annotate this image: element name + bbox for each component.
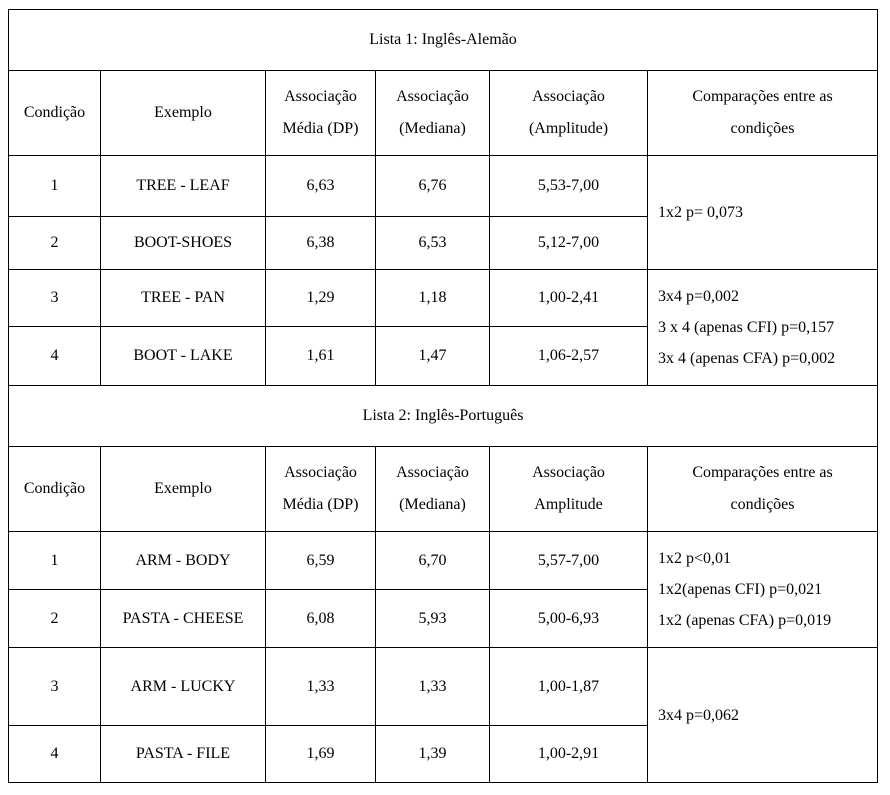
cell-media: 6,38 [266, 217, 376, 270]
header-media-line1: Associação [284, 88, 357, 105]
header-comparacoes-line2: condições [730, 120, 795, 137]
comparison-line: 3x4 p=0,002 [658, 288, 740, 305]
cell-mediana: 6,53 [376, 217, 490, 270]
cell-exemplo: TREE - LEAF [101, 156, 266, 217]
header-comparacoes-line1: Comparações entre as [692, 88, 833, 105]
cell-mediana: 6,70 [376, 532, 490, 590]
comparison-line: 1x2 (apenas CFA) p=0,019 [658, 612, 832, 629]
cell-amplitude: 5,12-7,00 [490, 217, 648, 270]
header-amplitude [490, 71, 648, 156]
header-media [266, 71, 376, 156]
cell-media: 1,69 [266, 726, 376, 783]
cell-condicao: 1 [9, 156, 101, 217]
header-media-line2: Média (DP) [282, 496, 359, 513]
cell-exemplo: TREE - PAN [101, 270, 266, 327]
cell-amplitude: 1,00-1,87 [490, 648, 648, 726]
cell-exemplo: PASTA - CHEESE [101, 590, 266, 648]
header-media [266, 447, 376, 532]
cell-amplitude: 5,00-6,93 [490, 590, 648, 648]
cell-exemplo: ARM - LUCKY [101, 648, 266, 726]
header-amplitude-line1: Associação [532, 464, 605, 481]
cell-exemplo: ARM - BODY [101, 532, 266, 590]
header-mediana [376, 71, 490, 156]
header-amplitude-line2: (Amplitude) [528, 120, 609, 137]
cell-amplitude: 1,00-2,91 [490, 726, 648, 783]
cell-comparacoes [648, 270, 878, 386]
header-exemplo: Exemplo [101, 447, 266, 532]
comparison-line: 1x2 p<0,01 [658, 550, 732, 567]
comparison-line: 3x4 p=0,062 [658, 706, 740, 724]
table-row [9, 270, 878, 327]
comparison-line: 1x2(apenas CFI) p=0,021 [658, 581, 823, 598]
header-amplitude-line2: Amplitude [534, 496, 603, 513]
cell-media: 6,63 [266, 156, 376, 217]
cell-condicao: 4 [9, 327, 101, 386]
table-row [9, 532, 878, 590]
cell-condicao: 3 [9, 648, 101, 726]
cell-condicao: 2 [9, 217, 101, 270]
cell-mediana: 6,76 [376, 156, 490, 217]
header-mediana [376, 447, 490, 532]
comparison-line: 3x 4 (apenas CFA) p=0,002 [658, 350, 836, 367]
cell-comparacoes [648, 156, 878, 270]
header-mediana-line1: Associação [396, 464, 469, 481]
cell-comparacoes [648, 532, 878, 648]
results-table-wrapper [8, 9, 878, 783]
header-exemplo: Exemplo [101, 71, 266, 156]
header-media-line1: Associação [284, 464, 357, 481]
cell-condicao: 1 [9, 532, 101, 590]
cell-condicao: 4 [9, 726, 101, 783]
header-comparacoes-line1: Comparações entre as [692, 464, 833, 481]
results-table [8, 9, 878, 783]
comparison-line: 1x2 p= 0,073 [658, 204, 744, 221]
header-media-line2: Média (DP) [282, 120, 359, 137]
cell-media: 1,61 [266, 327, 376, 386]
list2-title: Lista 2: Inglês-Português [9, 386, 878, 447]
cell-amplitude: 5,57-7,00 [490, 532, 648, 590]
header-condicao: Condição [9, 447, 101, 532]
list1-title-row [9, 10, 878, 71]
header-amplitude [490, 447, 648, 532]
cell-mediana: 1,47 [376, 327, 490, 386]
header-condicao: Condição [9, 71, 101, 156]
cell-mediana: 5,93 [376, 590, 490, 648]
list1-header-row [9, 71, 878, 156]
list2-title-row [9, 386, 878, 447]
cell-mediana: 1,33 [376, 648, 490, 726]
cell-media: 6,59 [266, 532, 376, 590]
header-comparacoes-line2: condições [730, 496, 795, 513]
list2-header-row [9, 447, 878, 532]
cell-exemplo: BOOT-SHOES [101, 217, 266, 270]
cell-mediana: 1,39 [376, 726, 490, 783]
cell-exemplo: BOOT - LAKE [101, 327, 266, 386]
cell-condicao: 3 [9, 270, 101, 327]
header-mediana-line1: Associação [396, 88, 469, 105]
comparison-line: 3 x 4 (apenas CFI) p=0,157 [658, 319, 835, 336]
cell-comparacoes [648, 648, 878, 783]
header-amplitude-line1: Associação [532, 88, 605, 105]
cell-media: 1,33 [266, 648, 376, 726]
table-row [9, 648, 878, 726]
cell-amplitude: 1,06-2,57 [490, 327, 648, 386]
cell-exemplo: PASTA - FILE [101, 726, 266, 783]
cell-media: 1,29 [266, 270, 376, 327]
header-comparacoes [648, 447, 878, 532]
header-comparacoes [648, 71, 878, 156]
list1-title: Lista 1: Inglês-Alemão [9, 10, 878, 71]
header-mediana-line2: (Mediana) [399, 120, 466, 137]
cell-amplitude: 5,53-7,00 [490, 156, 648, 217]
cell-amplitude: 1,00-2,41 [490, 270, 648, 327]
cell-mediana: 1,18 [376, 270, 490, 327]
cell-media: 6,08 [266, 590, 376, 648]
table-row [9, 156, 878, 217]
header-mediana-line2: (Mediana) [399, 496, 466, 513]
cell-condicao: 2 [9, 590, 101, 648]
